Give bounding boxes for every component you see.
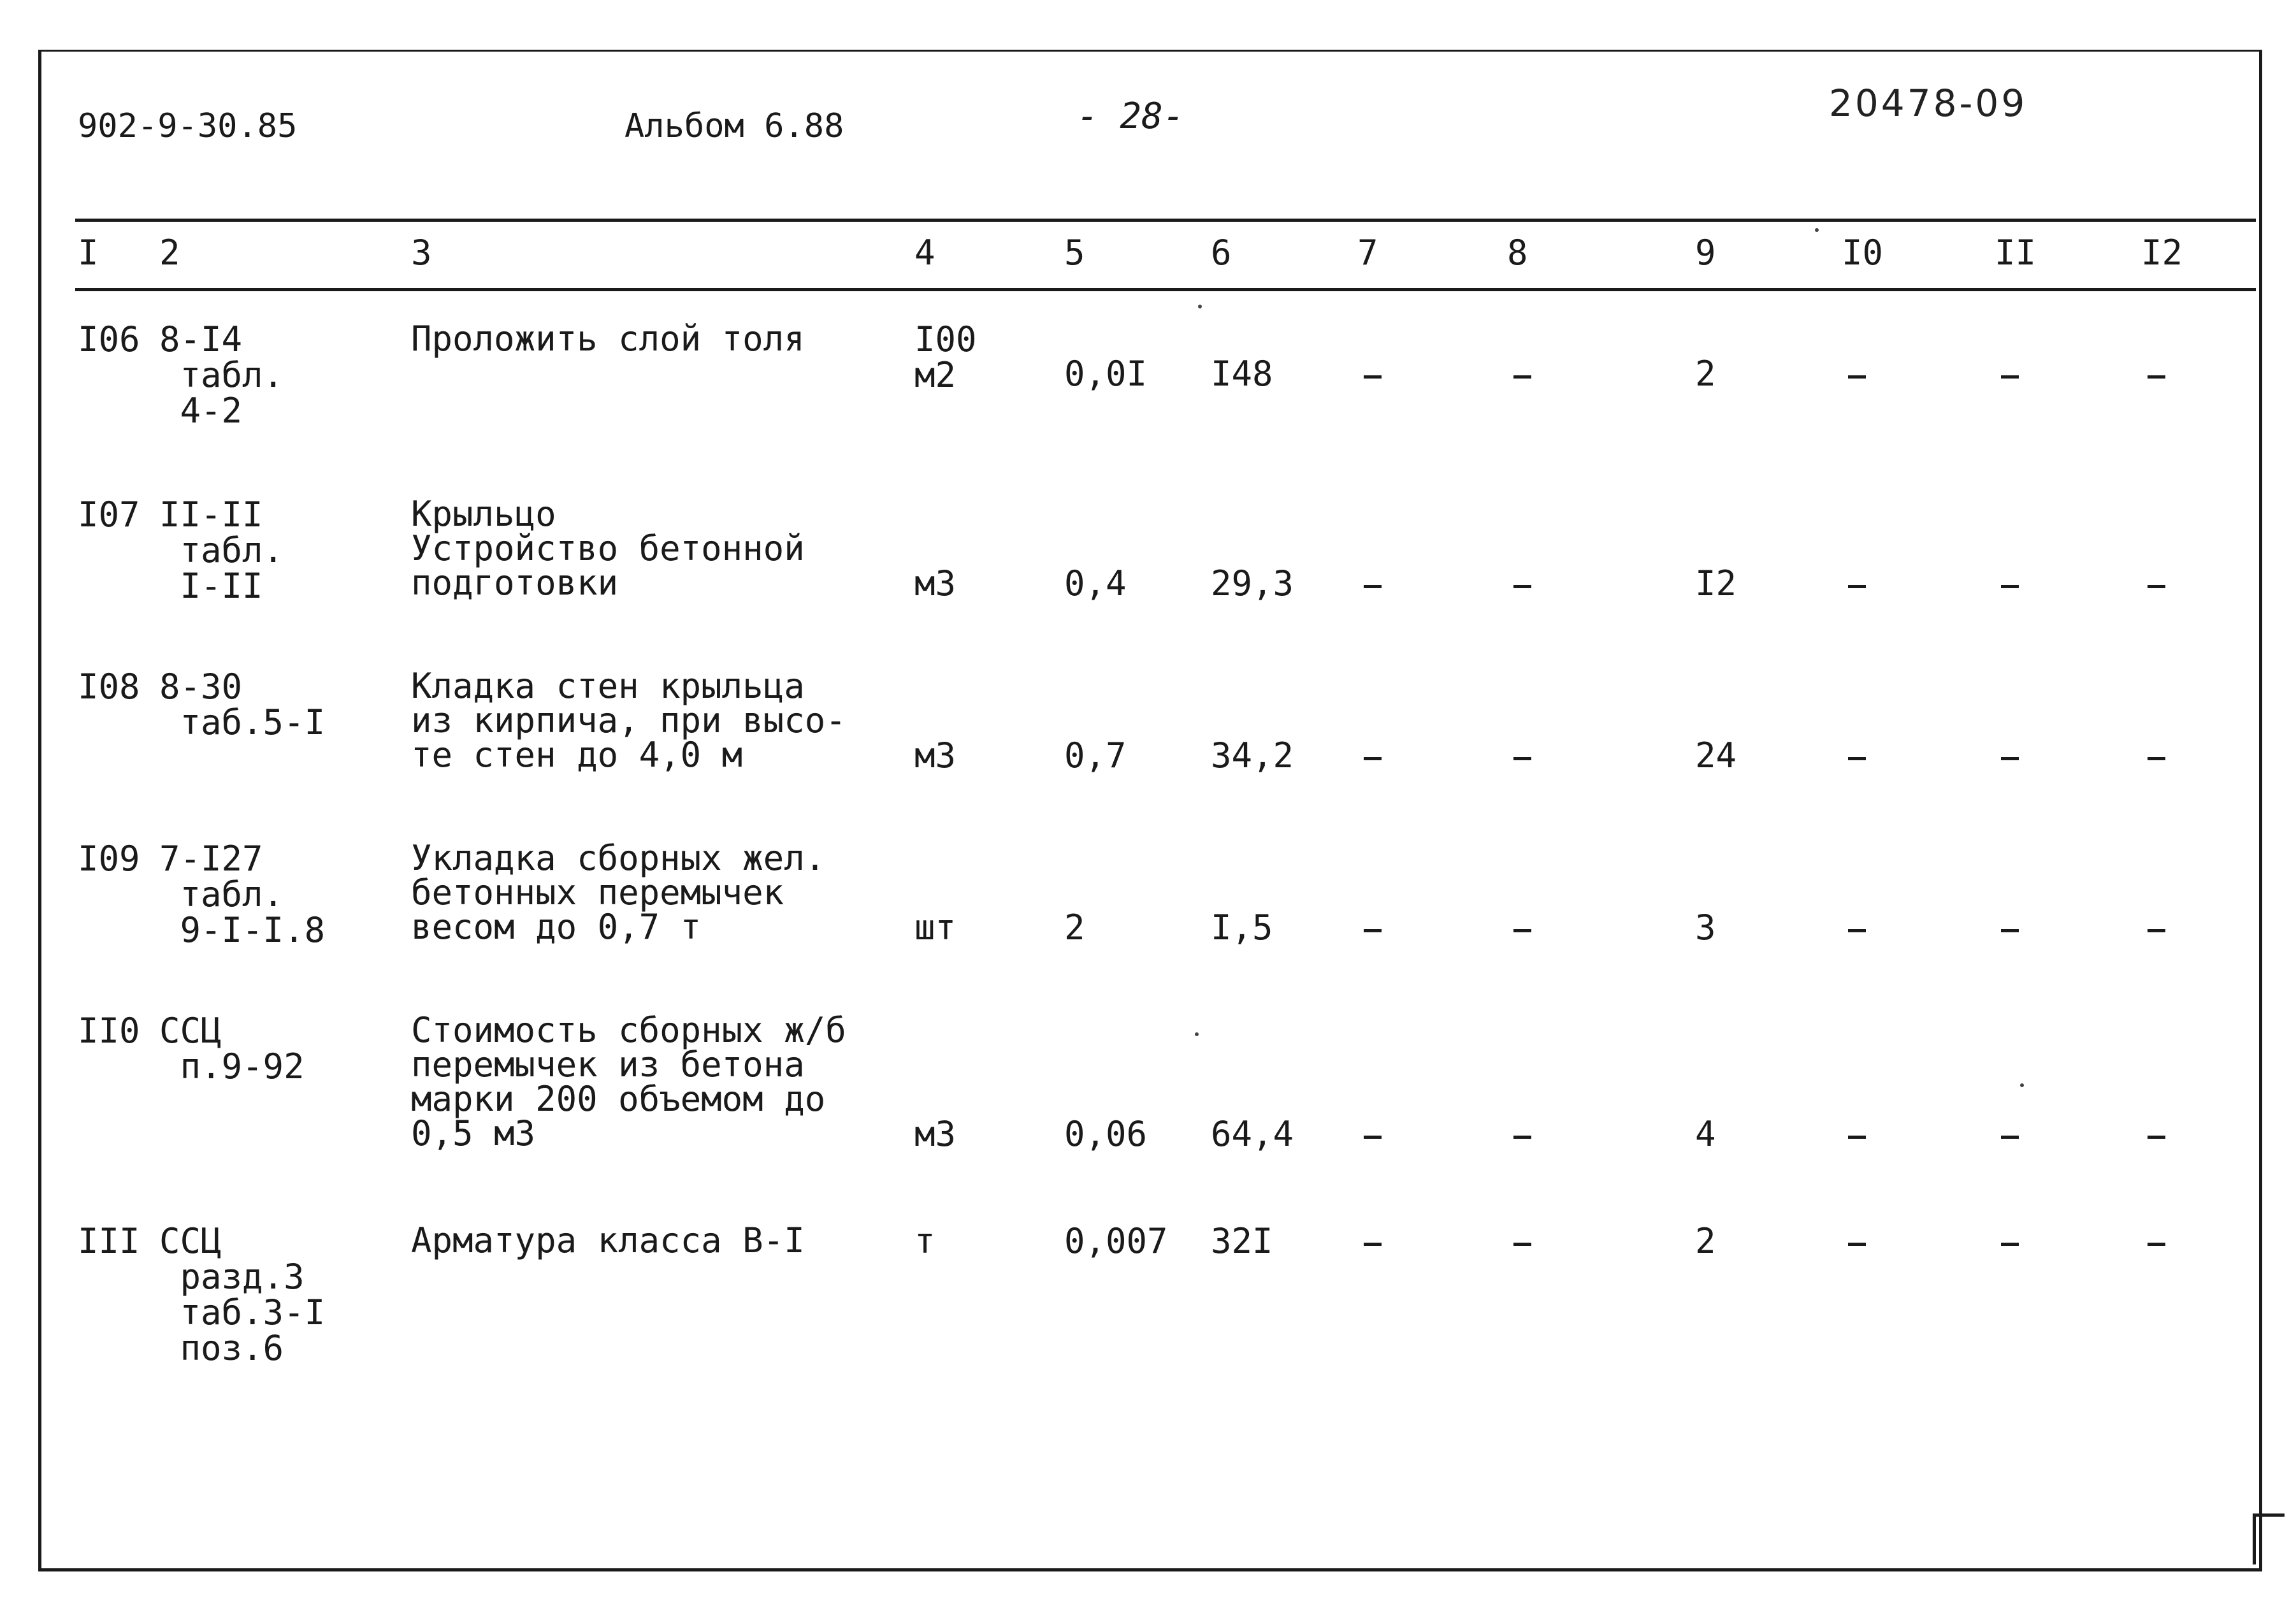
frame-corner-mark [2253,1513,2256,1564]
column-number: 5 [1064,233,1085,273]
quantity: 0,0I [1064,354,1148,394]
norm-reference: ССЦ разд.3 таб.3-I поз.6 [159,1221,326,1368]
column-number: 6 [1211,233,1232,273]
empty-dash [1364,757,1382,760]
empty-dash [1364,1136,1382,1139]
norm-reference: II-II табл. I-II [159,495,284,606]
column-9-value: 2 [1695,354,1716,394]
quantity: 0,06 [1064,1114,1148,1154]
column-6-value: 32I [1211,1221,1273,1261]
empty-dash [1513,375,1531,379]
column-6-value: 64,4 [1211,1114,1294,1154]
scan-speck [1815,228,1819,232]
empty-dash [2148,929,2165,932]
norm-reference: 7-I27 табл. 9-I-I.8 [159,839,326,950]
unit-of-measure: м3 [914,563,957,603]
column-number: I [78,233,99,273]
empty-dash [1513,1243,1531,1246]
column-9-value: 24 [1695,735,1737,776]
empty-dash [1848,375,1866,379]
unit-of-measure: т [914,1221,935,1261]
column-number: I0 [1842,233,1884,273]
empty-dash [1364,585,1382,588]
unit-of-measure: м3 [914,735,957,776]
column-number: 7 [1357,233,1378,273]
empty-dash [1513,1136,1531,1139]
document-frame [38,50,2262,1571]
row-number: I06 [78,319,140,359]
column-number: 9 [1695,233,1716,273]
scan-speck [2020,1083,2024,1087]
empty-dash [2001,929,2019,932]
work-description: Арматура класса В-I [411,1220,805,1260]
column-6-value: I48 [1211,354,1273,394]
quantity: 0,4 [1064,563,1127,603]
unit-of-measure: м3 [914,1114,957,1154]
unit-of-measure: шт [914,907,957,948]
column-9-value: 2 [1695,1221,1716,1261]
empty-dash [1848,1243,1866,1246]
column-9-value: 3 [1695,907,1716,948]
empty-dash [1364,375,1382,379]
quantity: 0,007 [1064,1221,1168,1261]
page-number: - 28- [1077,96,1185,137]
empty-dash [2148,375,2165,379]
header-rule-bottom [75,288,2256,291]
empty-dash [2001,585,2019,588]
column-number: 8 [1507,233,1528,273]
empty-dash [1848,1136,1866,1139]
empty-dash [1364,1243,1382,1246]
work-description: Стоимость сборных ж/б перемычек из бетона марки 200 объемом до 0,5 м3 [411,1010,846,1153]
unit-of-measure: I00 м2 [914,319,977,395]
row-number: III [78,1221,140,1261]
work-description: Проложить слой толя [411,319,805,359]
column-9-value: 4 [1695,1114,1716,1154]
frame-corner-mark [2253,1513,2285,1517]
row-number: I08 [78,667,140,707]
empty-dash [1513,757,1531,760]
row-number: I07 [78,495,140,535]
header-rule-top [75,219,2256,222]
scan-speck [1195,1032,1199,1036]
empty-dash [2148,1136,2165,1139]
empty-dash [1513,929,1531,932]
row-number: I09 [78,839,140,879]
empty-dash [2148,1243,2165,1246]
empty-dash [2001,1243,2019,1246]
row-number: II0 [78,1011,140,1051]
empty-dash [2001,1136,2019,1139]
empty-dash [2001,375,2019,379]
column-number: 4 [914,233,935,273]
empty-dash [1848,585,1866,588]
empty-dash [1513,585,1531,588]
empty-dash [1848,929,1866,932]
work-description: Укладка сборных жел. бетонных перемычек весом до 0,7 т [411,838,826,947]
empty-dash [1364,929,1382,932]
column-9-value: I2 [1695,563,1737,603]
document-number: 20478-09 [1829,82,2028,125]
album-number: Альбом 6.88 [625,107,844,145]
quantity: 2 [1064,907,1085,948]
norm-reference: ССЦ п.9-92 [159,1011,305,1087]
work-description: Крыльцо Устройство бетонной подготовки [411,494,805,603]
work-description: Кладка стен крыльца из кирпича, при высо- те стен до 4,0 м [411,666,846,775]
empty-dash [1848,757,1866,760]
column-number: 3 [411,233,432,273]
quantity: 0,7 [1064,735,1127,776]
column-number: 2 [159,233,180,273]
scan-speck [1198,305,1202,308]
empty-dash [2148,585,2165,588]
column-6-value: I,5 [1211,907,1273,948]
empty-dash [2148,757,2165,760]
norm-reference: 8-30 таб.5-I [159,667,326,742]
column-6-value: 29,3 [1211,563,1294,603]
column-6-value: 34,2 [1211,735,1294,776]
column-number: I2 [2141,233,2183,273]
column-number: II [1995,233,2037,273]
empty-dash [2001,757,2019,760]
norm-reference: 8-I4 табл. 4-2 [159,319,284,431]
document-code: 902-9-30.85 [78,107,298,145]
